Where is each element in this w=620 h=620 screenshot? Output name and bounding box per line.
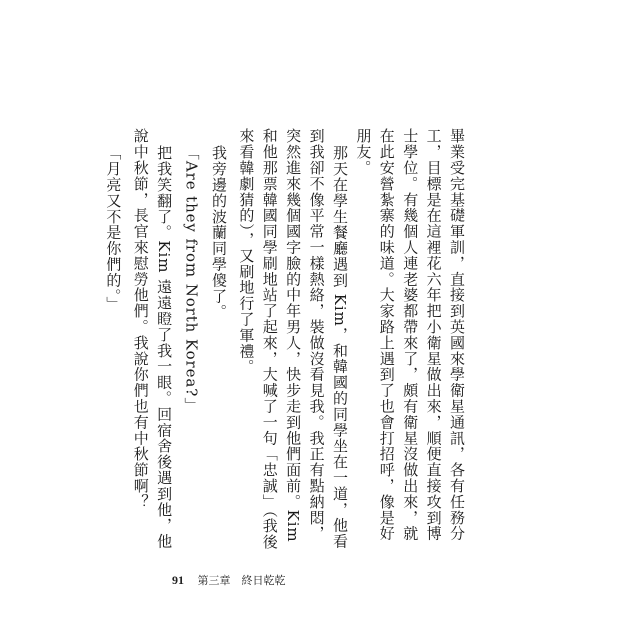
paragraph-3: 我旁邊的波蘭同學傻了。 [209, 144, 228, 320]
paragraph-1: 畢業受完基礎軍訓，直接到英國來學衛星通訊，各有任務分工，目標是在這裡花六年把小衛星做出來，順便直接攻到博士學位。有幾個人連老婆都帶來了，頗有衛星沒做出來，就在此安營紮寨的味道。大家路上遇到了也會打招呼，像是好朋友。 [354, 128, 466, 542]
paragraph-4: 「Are they from North Korea?」 [182, 144, 201, 413]
paragraph-2: 那天在學生餐廳遇到 Kim，和韓國的同學坐在一道，他看到我卻不像平常一樣熱絡，裝做沒看見我。我正有點納悶，突然進來幾個國字臉的中年男人，快步走到他們面前。Kim 和他那票韓國同學刷地站了起來，大喊了一句「忠誠」（我後來看韓劇猜的），又刷地行了軍禮。 [237, 128, 349, 550]
page-number: 91 [172, 573, 184, 587]
paragraph-5: 把我笑翻了。Kim 遠遠瞪了我一眼。回宿舍後遇到他，他說中秋節，長官來慰勞他們。我說你們也有中秋節啊？ [131, 128, 174, 549]
paragraph-6: 「月亮又不是你們的。」 [104, 144, 123, 312]
chapter-title: 第三章 終日乾乾 [197, 574, 286, 587]
body-text [97, 128, 468, 550]
page-footer [172, 572, 286, 588]
